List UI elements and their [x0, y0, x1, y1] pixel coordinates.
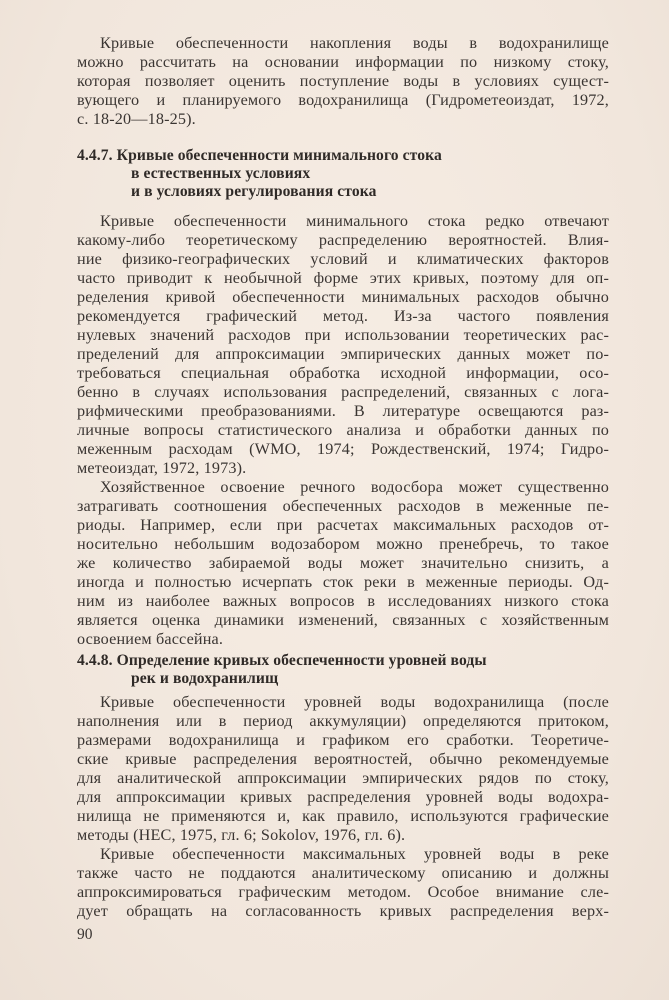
text-line: иногда и полностью исчерпать сток реки в меженные периоды. Од- — [77, 573, 609, 591]
text-line: пределений для аппроксимации эмпирических данных может по- — [77, 345, 609, 363]
text-line: также часто не поддаются аналитическому описанию и должны — [77, 864, 609, 882]
text-line: нилища не применяются и, как правило, используются графические — [77, 807, 609, 825]
text-line: аппроксимироваться графическим методом. Особое внимание сле- — [77, 883, 609, 901]
text-line: для аналитической аппроксимации эмпирических рядов по стоку, — [77, 769, 609, 787]
text-line: бенно в случаях использования распределений, связанных с лога- — [77, 383, 609, 401]
page-number: 90 — [77, 926, 93, 943]
text-line: требоваться специальная обработка исходной информации, осо- — [77, 364, 609, 382]
heading-line: и в условиях регулирования стока — [131, 183, 377, 200]
text-line: Кривые обеспеченности минимального стока редко отвечают — [100, 212, 609, 230]
text-line: можно рассчитать на основании информации по низкому стоку, — [77, 53, 609, 71]
text-line: с. 18-20—18-25). — [77, 110, 196, 128]
text-line: ние физико-географических условий и климатических факторов — [77, 250, 609, 268]
text-line: нулевых значений расходов при использовании теоретических рас- — [77, 326, 609, 344]
text-line: часто приводит к необычной форме этих кривых, поэтому для оп- — [77, 269, 609, 287]
text-line: является оценка динамики изменений, связанных с хозяйственным — [77, 611, 609, 629]
text-line: которая позволяет оценить поступление воды в условиях сущест- — [77, 72, 609, 90]
heading-line: в естественных условиях — [131, 165, 311, 182]
text-line: личные вопросы статистического анализа и обработки данных по — [77, 421, 609, 439]
heading-line: 4.4.8. Определение кривых обеспеченности уровней воды — [77, 652, 487, 669]
text-line: меженным расходам (WMO, 1974; Рождественский, 1974; Гидро- — [77, 440, 609, 458]
heading-line: 4.4.7. Кривые обеспеченности минимального стока — [77, 147, 442, 164]
text-line: освоением бассейна. — [77, 630, 224, 648]
text-line: затрагивать соотношения обеспеченных расходов в меженные пе- — [77, 497, 609, 515]
text-line: наполнения или в период аккумуляции) определяются притоком, — [77, 712, 609, 730]
text-line: рекомендуется графический метод. Из-за частого появления — [77, 307, 609, 325]
text-line: вующего и планируемого водохранилища (Гидрометеоиздат, 1972, — [77, 91, 609, 109]
text-line: ские кривые распределения вероятностей, обычно рекомендуемые — [77, 750, 609, 768]
text-line: носительно небольшим водозабором можно пренебречь, то такое — [77, 535, 609, 553]
text-line: рифмическими преобразованиями. В литературе освещаются раз- — [77, 402, 609, 420]
text-line: ределения кривой обеспеченности минимальных расходов обычно — [77, 288, 609, 306]
text-line: Хозяйственное освоение речного водосбора может существенно — [100, 478, 609, 496]
text-line: ним из наиболее важных вопросов в исследованиях низкого стока — [77, 592, 609, 610]
text-line: для аппроксимации кривых распределения уровней воды водохра- — [77, 788, 609, 806]
text-line: методы (НЕС, 1975, гл. 6; Sokolov, 1976, гл. 6). — [77, 826, 406, 844]
text-line: Кривые обеспеченности максимальных уровней воды в реке — [100, 845, 609, 863]
text-line: метеоиздат, 1972, 1973). — [77, 459, 247, 477]
heading-line: рек и водохранилищ — [131, 670, 279, 687]
text-line: какому-либо теоретическому распределению вероятностей. Влия- — [77, 231, 609, 249]
text-line: размерами водохранилища и графиком его сработки. Теоретиче- — [77, 731, 609, 749]
text-line: риоды. Например, если при расчетах максимальных расходов от- — [77, 516, 609, 534]
text-line: же количество забираемой воды может значительно снизить, а — [77, 554, 609, 572]
text-line: Кривые обеспеченности уровней воды водохранилища (после — [100, 693, 609, 711]
text-line: Кривые обеспеченности накопления воды в водохранилище — [100, 34, 609, 52]
text-line: дует обращать на согласованность кривых распределения верх- — [77, 902, 609, 920]
